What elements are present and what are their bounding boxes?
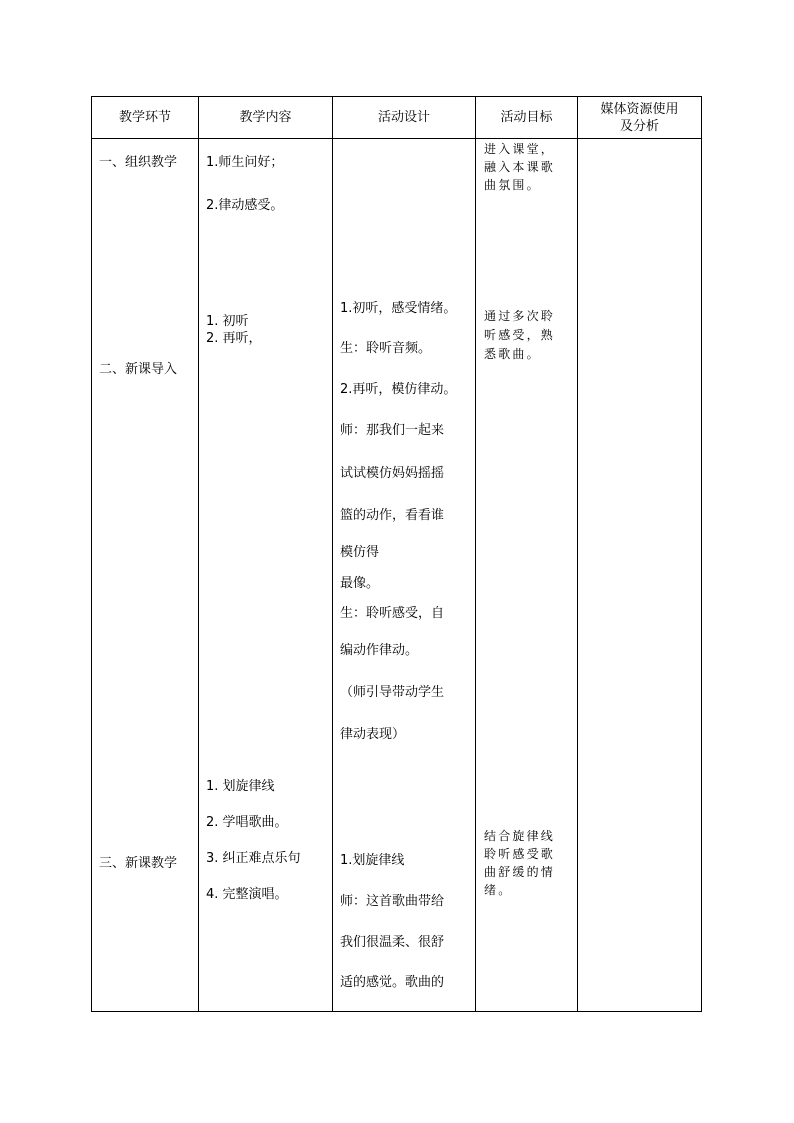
goal-line: 通过多次聆 [484, 309, 556, 323]
design-line: 生：聆听音频。 [340, 341, 432, 356]
design-line: 适的感觉。歌曲的 [340, 975, 445, 990]
content-item: 2. 学唱歌曲。 [206, 815, 288, 830]
column-line-1 [198, 96, 199, 1012]
content-item: 1. 初听 [206, 314, 249, 329]
column-line-2 [332, 96, 333, 1012]
design-line: 律动表现） [340, 727, 406, 742]
design-line: 1.初听，感受情绪。 [340, 301, 457, 316]
goal-line: 听感受，熟 [484, 328, 556, 342]
header-teaching-content: 教学内容 [239, 110, 292, 125]
design-line: （师引导带动学生 [340, 685, 445, 700]
content-item: 1.师生问好； [206, 155, 284, 170]
design-line: 编动作律动。 [340, 643, 419, 658]
design-line: 师：那我们一起来 [340, 423, 445, 438]
design-line: 模仿得 [340, 545, 380, 560]
column-line-5 [701, 96, 702, 1012]
content-item: 1. 划旋律线 [206, 779, 275, 794]
header-media-resources [578, 97, 701, 138]
table-bottom-border [91, 1011, 702, 1012]
goal-line: 曲氛围。 [484, 178, 541, 192]
goal-line: 曲舒缓的情 [484, 865, 556, 879]
content-item: 3. 纠正难点乐句 [206, 851, 301, 866]
goal-line: 融入本课歌 [484, 160, 556, 174]
header-activity-design: 活动设计 [377, 110, 430, 125]
design-line: 试试模仿妈妈摇摇 [340, 466, 445, 481]
design-line: 生：聆听感受，自 [340, 606, 445, 621]
header-media-line-1: 媒体资源使用 [600, 101, 679, 117]
goal-line: 进入课堂， [484, 142, 556, 156]
goal-line: 悉歌曲。 [484, 347, 541, 361]
content-item: 4. 完整演唱。 [206, 887, 288, 902]
goal-line: 结合旋律线 [484, 829, 556, 843]
column-line-0 [91, 96, 92, 1012]
header-activity-goal: 活动目标 [500, 110, 553, 125]
content-item: 2.律动感受。 [206, 198, 284, 213]
design-line: 篮的动作，看看谁 [340, 508, 445, 523]
design-line: 我们很温柔、很舒 [340, 935, 445, 950]
stage-introduction: 二、新课导入 [99, 362, 178, 377]
header-teaching-stage: 教学环节 [118, 110, 171, 125]
design-line: 最像。 [340, 576, 380, 591]
stage-organize: 一、组织教学 [99, 155, 178, 170]
header-divider [91, 138, 702, 139]
content-item: 2. 再听， [206, 331, 262, 346]
stage-new-teaching: 三、新课教学 [99, 856, 178, 871]
design-line: 1.划旋律线 [340, 853, 405, 868]
goal-line: 绪。 [484, 883, 513, 897]
design-line: 2.再听，模仿律动。 [340, 382, 457, 397]
goal-line: 聆听感受歌 [484, 847, 556, 861]
header-media-line-2: 及分析 [619, 118, 659, 134]
column-line-3 [475, 96, 476, 1012]
column-line-4 [577, 96, 578, 1012]
design-line: 师：这首歌曲带给 [340, 894, 445, 909]
